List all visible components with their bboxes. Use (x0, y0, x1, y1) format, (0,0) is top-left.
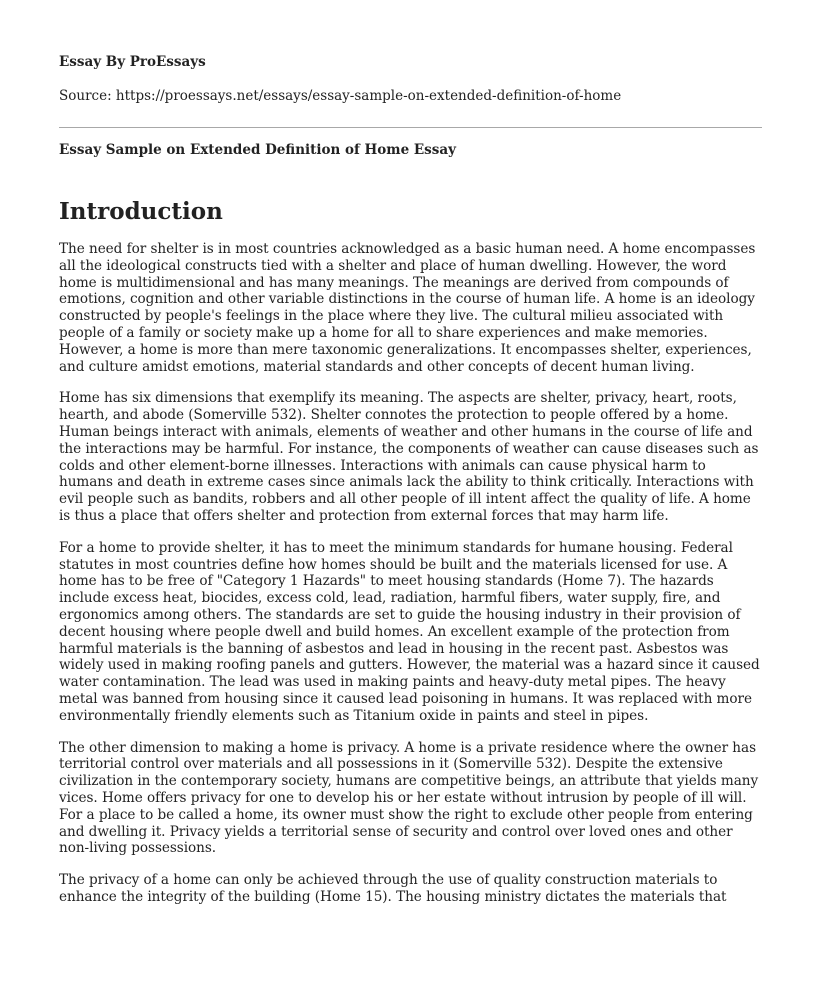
paragraph-1: The need for shelter is in most countries acknowledged as a basic human need. A home encompasses all the ideological constructs tied with a shelter and place of human dwelling. However, the word home is multidimensional and has many meanings. The meanings are derived from compounds of emotions, cognition and other variable distinctions in the course of human life. A home is an ideology constructed by people's feelings in the place where they live. The cultural milieu associated with people of a family or society make up a home for all to share experiences and make memories. However, a home is more than mere taxonomic generalizations. It encompasses shelter, experiences, and culture amidst emotions, material standards and other concepts of decent human living. (59, 241, 756, 375)
paragraph-2: Home has six dimensions that exemplify its meaning. The aspects are shelter, privacy, heart, roots, hearth, and abode (Somerville 532). Shelter connotes the protection to people offered by a home. Human beings interact with animals, elements of weather and other humans in the course of life and the interactions may be harmful. For instance, the components of weather can cause diseases such as colds and other element-borne illnesses. Interactions with animals can cause physical harm to humans and death in extreme cases since animals lack the ability to think critically. Interactions with evil people such as bandits, robbers and all other people of ill intent affect the quality of life. A home is thus a place that offers shelter and protection from external forces that may harm life. (59, 390, 759, 524)
paragraph-3: For a home to provide shelter, it has to meet the minimum standards for humane housing. Federal statutes in most countries define how homes should be built and the materials licensed for use. A home has to be free of "Category 1 Hazards" to meet housing standards (Home 7). The hazards include excess heat, biocides, excess cold, lead, radiation, harmful fibers, water supply, fire, and ergonomics among others. The standards are set to guide the housing industry in their provision of decent housing where people dwell and build homes. An excellent example of the protection from harmful materials is the banning of asbestos and lead in housing in the recent past. Asbestos was widely used in making roofing panels and gutters. However, the material was a hazard since it caused water contamination. The lead was used in making paints and heavy-duty metal pipes. The heavy metal was banned from housing since it caused lead poisoning in humans. It was replaced with more environmentally friendly elements such as Titanium oxide in paints and steel in pipes. (59, 539, 760, 724)
paragraph-5: The privacy of a home can only be achieved through the use of quality construction materials to enhance the integrity of the building (Home 15). The housing ministry dictates the materials that (59, 872, 727, 905)
document-source-line: Source: https://proessays.net/essays/essay-sample-on-extended-definition-of-home (59, 88, 622, 104)
document-header-title: Essay By ProEssays (59, 54, 206, 70)
paragraph-4: The other dimension to making a home is privacy. A home is a private residence where the owner has territorial control over materials and all possessions in it (Somerville 532). Despite the extensive civilization in the contemporary society, humans are competitive beings, an attribute that yields many vices. Home offers privacy for one to develop his or her estate without intrusion by people of ill will. For a place to be called a home, its owner must show the right to exclude other people from entering and dwelling it. Privacy yields a territorial sense of security and control over loved ones and other non-living possessions. (59, 739, 759, 857)
essay-title: Essay Sample on Extended Definition of Home Essay (59, 142, 456, 158)
header-divider (59, 127, 762, 128)
section-heading-introduction: Introduction (59, 198, 223, 225)
essay-body (59, 241, 763, 921)
